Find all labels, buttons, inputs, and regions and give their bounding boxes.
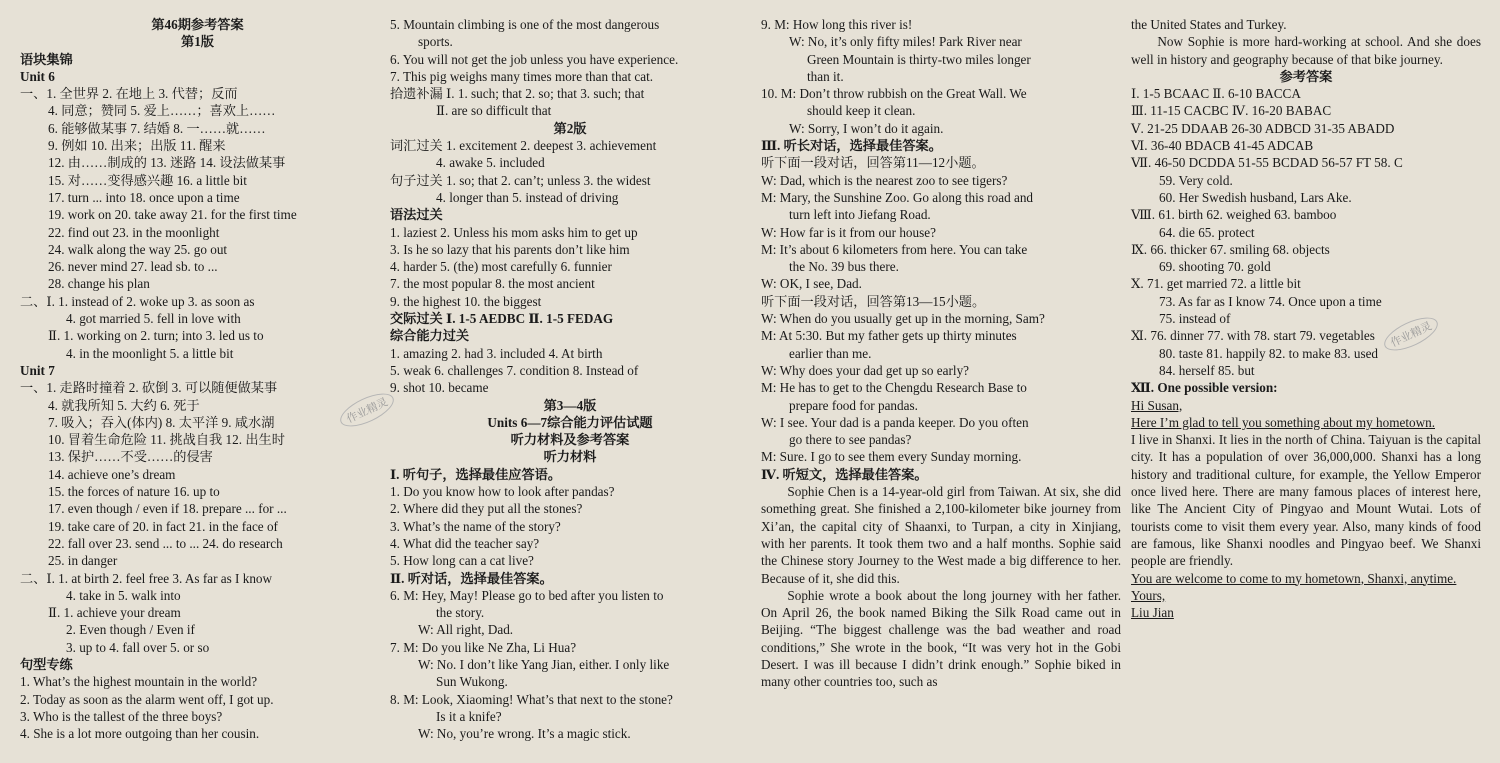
col2-line: Is it a knife?: [436, 708, 502, 724]
col2-line: 第3—4版: [543, 397, 597, 413]
col1-line: 9. 例如 10. 出来；出版 11. 醒来: [48, 138, 226, 154]
col1-line: 二、Ⅰ. 1. at birth 2. feel free 3. As far as I know: [20, 570, 273, 586]
col1-line: 14. achieve one’s dream: [48, 466, 176, 482]
col1-line: 1. What’s the highest mountain in the world?: [20, 674, 258, 690]
col2-line: 听力材料: [543, 449, 597, 465]
letter-body: I live in Shanxi. It lies in the north of China. Taiyuan is the capital city. It has a population of over 36,000,000. Shanxi has a long history and traditional culture, for example, the Yellow Emperor once lived here. There are many famous places of interest here, like The Ancient City of Pingyao and Mount Wutai. Lots of tourists come to visit them every year. Also, many kinds of food are famous, like Shanxi noodles and Pingyao beef. We Shanxi people are friendly.: [1131, 432, 1481, 569]
col1-line: 2. Even though / Even if: [66, 622, 195, 638]
col2-line: 句子过关 1. so; that 2. can’t; unless 3. the widest: [390, 172, 651, 188]
col1-line: 4. take in 5. walk into: [66, 587, 181, 603]
col4_answers-line: Ⅻ. One possible version:: [1131, 380, 1278, 396]
col2-line: 拾遗补漏 Ⅰ. 1. such; that 2. so; that 3. such; that: [390, 86, 645, 102]
col3-line: turn left into Jiefang Road.: [789, 207, 931, 223]
col2-line: 4. awake 5. included: [436, 155, 545, 171]
col3-line: 9. M: How long this river is!: [761, 17, 913, 32]
col3-line: W: OK, I see, Dad.: [761, 276, 862, 292]
col1-line: 3. up to 4. fall over 5. or so: [66, 639, 210, 655]
col1-line: 26. never mind 27. lead sb. to ...: [48, 259, 218, 275]
letter-signoff: Yours,: [1131, 587, 1166, 603]
col1-line: 17. turn ... into 18. once upon a time: [48, 189, 240, 205]
col3-line: than it.: [807, 68, 844, 84]
col4_answers-line: Ⅰ. 1-5 BCAAC Ⅱ. 6-10 BACCA: [1131, 86, 1301, 102]
col2-line: 语法过关: [390, 207, 443, 223]
col2-line: Ⅰ. 听句子，选择最佳应答语。: [390, 466, 562, 482]
col3-line: M: Sure. I go to see them every Sunday morning.: [761, 449, 1022, 465]
col2-line: 综合能力过关: [390, 328, 470, 344]
col2-line: 3. Is he so lazy that his parents don’t like him: [390, 241, 630, 257]
col2-line: 7. the most popular 8. the most ancient: [390, 276, 595, 292]
col2-line: 听力材料及参考答案: [510, 432, 630, 448]
col1-line: 第1版: [181, 34, 214, 50]
col3-line: 听下面一段对话，回答第11—12小题。: [761, 155, 985, 171]
col1-line: 19. take care of 20. in fact 21. in the face of: [48, 518, 278, 534]
col1-line: 3. Who is the tallest of the three boys?: [20, 708, 223, 724]
col4_answers-line: 75. instead of: [1159, 311, 1231, 327]
col3-line: W: When do you usually get up in the morning, Sam?: [761, 311, 1045, 327]
col4_answers-line: 69. shooting 70. gold: [1159, 259, 1271, 275]
column-1: [20, 16, 375, 742]
letter-name: Liu Jian: [1131, 605, 1174, 621]
col3-line: earlier than me.: [789, 345, 872, 361]
watermark-stamp: 作业精灵: [336, 387, 399, 433]
col2-line: 5. weak 6. challenges 7. condition 8. Instead of: [390, 362, 639, 378]
col4_answers-line: 60. Her Swedish husband, Lars Ake.: [1159, 189, 1352, 205]
col1-line: 语块集锦: [20, 51, 73, 67]
col2-line: the story.: [436, 605, 485, 621]
col3-line: W: No, it’s only fifty miles! Park River near: [789, 34, 1022, 50]
col3-line: prepare food for pandas.: [789, 397, 918, 413]
passage-paragraph-3: Now Sophie is more hard-working at school. And she does well in history and geography because of that bike journey.: [1131, 34, 1481, 67]
letter-close: You are welcome to come to my hometown, Shanxi, anytime.: [1131, 570, 1457, 586]
col3-line: Ⅲ. 听长对话，选择最佳答案。: [761, 138, 942, 154]
col3-line: Ⅳ. 听短文，选择最佳答案。: [761, 466, 928, 482]
col1-line: 15. 对……变得感兴趣 16. a little bit: [48, 172, 247, 188]
col3-line: M: It’s about 6 kilometers from here. You can take: [761, 241, 1028, 257]
col2-line: 4. What did the teacher say?: [390, 535, 540, 551]
col3-line: should keep it clean.: [807, 103, 916, 119]
col4_answers-line: Ⅲ. 11-15 CACBC Ⅳ. 16-20 BABAC: [1131, 103, 1332, 119]
col3-line: go there to see pandas?: [789, 432, 912, 448]
col1-line: 25. in danger: [48, 553, 118, 569]
col1-line: 句型专练: [20, 656, 73, 672]
col2-line: 1. amazing 2. had 3. included 4. At birth: [390, 345, 603, 361]
col4_answers-line: 80. taste 81. happily 82. to make 83. used: [1159, 345, 1379, 361]
col2-line: 7. M: Do you like Ne Zha, Li Hua?: [390, 639, 577, 655]
col2-line: 2. Where did they put all the stones?: [390, 501, 583, 517]
col2-line: W: All right, Dad.: [418, 622, 514, 638]
col3-line: M: At 5:30. But my father gets up thirty minutes: [761, 328, 1017, 344]
col2-line: 4. harder 5. (the) most carefully 6. funnier: [390, 259, 612, 275]
col2-line: 1. Do you know how to look after pandas?: [390, 484, 615, 500]
col2-line: Units 6—7综合能力评估试题: [487, 414, 653, 430]
col3-line: 10. M: Don’t throw rubbish on the Great Wall. We: [761, 86, 1027, 102]
col1-line: 4. She is a lot more outgoing than her cousin.: [20, 726, 260, 742]
col1-line: 4. 同意；赞同 5. 爱上……；喜欢上……: [48, 103, 276, 119]
col2-line: 7. This pig weighs many times more than that cat.: [390, 68, 654, 84]
col1-line: 19. work on 20. take away 21. for the first time: [48, 207, 297, 223]
col4_answers-line: 64. die 65. protect: [1159, 224, 1255, 240]
col1-line: 12. 由……制成的 13. 迷路 14. 设法做某事: [48, 155, 286, 171]
col1-line: 22. fall over 23. send ... to ... 24. do research: [48, 535, 283, 551]
col2-line: 8. M: Look, Xiaoming! What’s that next to the stone?: [390, 691, 673, 707]
col1-line: 22. find out 23. in the moonlight: [48, 224, 220, 240]
col2-line: 9. the highest 10. the biggest: [390, 293, 542, 309]
col2-line: Sun Wukong.: [436, 674, 508, 690]
watermark-stamp: 作业精灵: [1380, 311, 1443, 357]
col1-line: 一、1. 走路时撞着 2. 砍倒 3. 可以随便做某事: [20, 380, 278, 396]
col1-line: 17. even though / even if 18. prepare ... for ...: [48, 501, 287, 517]
col1-line: 10. 冒着生命危险 11. 挑战自我 12. 出生时: [48, 432, 285, 448]
col4_answers-line: 59. Very cold.: [1159, 172, 1233, 188]
passage-paragraph-2: Sophie wrote a book about the long journey with her father. On April 26, the book named Biking the Silk Road came out in Beijing. “The biggest challenge was the bad weather and road conditions,” She wrote in the book, “It was very hot in the Gobi Desert. I was ill because I didn’t drink enough.” Sophie biked in many other countries too, such as: [761, 587, 1121, 690]
col3-line: the No. 39 bus there.: [789, 259, 899, 275]
passage-paragraph-1: Sophie Chen is a 14-year-old girl from Taiwan. At six, she did something great. She finished a 2,100-kilometer bike journey from Xi’an, the capital city of Shaanxi, to Turpan, a city in Xinjiang, with her parents. It took them two and a half months. Sophie said the Chinese story Journey to the West made a big difference to her. Because of it, she did this.: [761, 484, 1121, 586]
col4_answers-line: Ⅶ. 46-50 DCDDA 51-55 BCDAD 56-57 FT 58. C: [1131, 155, 1403, 171]
col1-line: 15. the forces of nature 16. up to: [48, 484, 220, 500]
col2-line: Ⅱ. 听对话，选择最佳答案。: [390, 570, 553, 586]
col1-line: 4. 就我所知 5. 大约 6. 死于: [48, 397, 200, 413]
col3-line: M: Mary, the Sunshine Zoo. Go along this road and: [761, 189, 1034, 205]
col4_answers-line: Ⅴ. 21-25 DDAAB 26-30 ADBCD 31-35 ABADD: [1131, 120, 1395, 136]
col3-line: M: He has to get to the Chengdu Research Base to: [761, 380, 1027, 396]
col1-line: 24. walk along the way 25. go out: [48, 241, 228, 257]
col3-line: 听下面一段对话，回答第13—15小题。: [761, 293, 986, 309]
column-3: [761, 16, 1121, 691]
col1-line: Unit 6: [20, 68, 55, 84]
col1-line: 6. 能够做某事 7. 结婚 8. 一……就……: [48, 120, 266, 136]
col1-line: Unit 7: [20, 362, 55, 378]
col2-line: 6. You will not get the job unless you have experience.: [390, 51, 679, 67]
col3-line: W: I see. Your dad is a panda keeper. Do you often: [761, 414, 1029, 430]
col2-line: 9. shot 10. became: [390, 380, 489, 396]
col2-line: 1. laziest 2. Unless his mom asks him to get up: [390, 224, 638, 240]
col4_answers-line: Ⅹ. 71. get married 72. a little bit: [1131, 276, 1301, 292]
col4_answers-line: 84. herself 85. but: [1159, 362, 1255, 378]
col1-line: 2. Today as soon as the alarm went off, I got up.: [20, 691, 274, 707]
col2-line: 6. M: Hey, May! Please go to bed after you listen to: [390, 587, 664, 603]
col4_answers-line: Ⅵ. 36-40 BDACB 41-45 ADCAB: [1131, 138, 1314, 154]
col4_answers-line: Hi Susan,: [1131, 397, 1183, 413]
col4_answers-line: 73. As far as I know 74. Once upon a time: [1159, 293, 1382, 309]
col4_answers-line: 参考答案: [1279, 68, 1333, 84]
col1-line: 13. 保护……不受……的侵害: [48, 449, 213, 465]
col2-line: 5. How long can a cat live?: [390, 553, 534, 569]
col1-line: 28. change his plan: [48, 276, 150, 292]
col2-line: sports.: [418, 34, 453, 50]
col1-line: 第46期参考答案: [151, 17, 244, 32]
col2-line: Ⅱ. are so difficult that: [436, 103, 552, 119]
column-2: [390, 16, 750, 742]
col2-line: W: No. I don’t like Yang Jian, either. I only like: [418, 656, 670, 672]
col4_answers-line: Ⅸ. 66. thicker 67. smiling 68. objects: [1131, 241, 1330, 257]
col2-line: 4. longer than 5. instead of driving: [436, 189, 619, 205]
col1-line: 一、1. 全世界 2. 在地上 3. 代替；反而: [20, 86, 238, 102]
col1-line: Ⅱ. 1. working on 2. turn; into 3. led us to: [48, 328, 264, 344]
col1-line: 二、Ⅰ. 1. instead of 2. woke up 3. as soon as: [20, 293, 255, 309]
col4_answers-line: Ⅺ. 76. dinner 77. with 78. start 79. vegetables: [1131, 328, 1375, 344]
col2-line: 第2版: [553, 120, 587, 136]
col1-line: Ⅱ. 1. achieve your dream: [48, 605, 181, 621]
col2-line: 交际过关 Ⅰ. 1-5 AEDBC Ⅱ. 1-5 FEDAG: [390, 311, 614, 327]
col3-line: W: How far is it from our house?: [761, 224, 936, 240]
col4-line: the United States and Turkey.: [1131, 17, 1287, 32]
col2-line: 词汇过关 1. excitement 2. deepest 3. achievement: [390, 138, 657, 154]
col1-line: 7. 吸入；吞入(体内) 8. 太平洋 9. 咸水湖: [48, 414, 275, 430]
col1-line: 4. in the moonlight 5. a little bit: [66, 345, 234, 361]
col2-line: 5. Mountain climbing is one of the most dangerous: [390, 17, 660, 32]
col2-line: 3. What’s the name of the story?: [390, 518, 561, 534]
col3-line: Green Mountain is thirty-two miles longer: [807, 51, 1031, 67]
col3-line: W: Sorry, I won’t do it again.: [789, 120, 944, 136]
col1-line: 4. got married 5. fell in love with: [66, 311, 241, 327]
col2-line: W: No, you’re wrong. It’s a magic stick.: [418, 726, 631, 742]
col3-line: W: Dad, which is the nearest zoo to see tigers?: [761, 172, 1008, 188]
col4_answers-line: Ⅷ. 61. birth 62. weighed 63. bamboo: [1131, 207, 1337, 223]
letter-intro: Here I’m glad to tell you something about my hometown.: [1131, 414, 1435, 430]
col3-line: W: Why does your dad get up so early?: [761, 362, 970, 378]
